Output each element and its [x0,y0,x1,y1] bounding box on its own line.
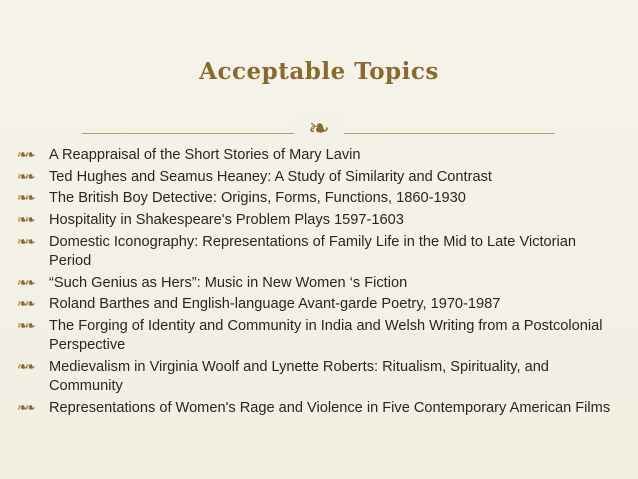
topic-text: Ted Hughes and Seamus Heaney: A Study of Similarity and Contrast [49,168,492,185]
topic-list-item [17,146,622,165]
topic-list-item [17,399,622,418]
floral-bullet-icon: ❧❧ [17,213,33,229]
floral-bullet-icon: ❧❧ [17,275,33,291]
floral-bullet-icon: ❧❧ [17,148,33,163]
topic-text: The British Boy Detective: Origins, Forms, Functions, 1860-1930 [49,190,466,207]
topic-list-item [17,189,622,208]
topic-text: Medievalism in Virginia Woolf and Lynette Roberts: Ritualism, Spirituality, and Community [49,359,549,395]
floral-bullet-icon: ❧❧ [17,191,33,207]
topic-list-item [17,168,622,187]
topic-list-item [17,233,622,271]
topic-list [17,146,622,421]
topic-list-item [17,358,622,396]
slide-title: Acceptable Topics [199,58,439,85]
floral-bullet-icon: ❧❧ [17,169,33,185]
topic-list-item [17,295,622,314]
floral-bullet-icon: ❧❧ [17,400,33,416]
floral-bullet-icon: ❧❧ [17,319,33,335]
topic-text: Hospitality in Shakespeare's Problem Plays 1597-1603 [49,212,404,229]
topic-text: Roland Barthes and English-language Avant-garde Poetry, 1970-1987 [49,296,501,313]
topic-text: Representations of Women's Rage and Violence in Five Contemporary American Films [49,399,611,416]
floral-ornament-icon: ❧ [294,112,344,146]
topic-text: “Such Genius as Hers”: Music in New Women ‘s Fiction [49,274,408,291]
topic-list-item [17,317,622,355]
floral-bullet-icon: ❧❧ [17,234,33,250]
topic-text: The Forging of Identity and Community in India and Welsh Writing from a Postcolonial Perspective [49,318,603,354]
floral-bullet-icon: ❧❧ [17,297,33,313]
topic-list-item [17,274,622,293]
floral-bullet-icon: ❧❧ [17,360,33,376]
topic-text: A Reappraisal of the Short Stories of Mary Lavin [49,147,361,163]
topic-text: Domestic Iconography: Representations of Family Life in the Mid to Late Victorian Period [49,233,576,270]
topic-list-item [17,211,622,230]
